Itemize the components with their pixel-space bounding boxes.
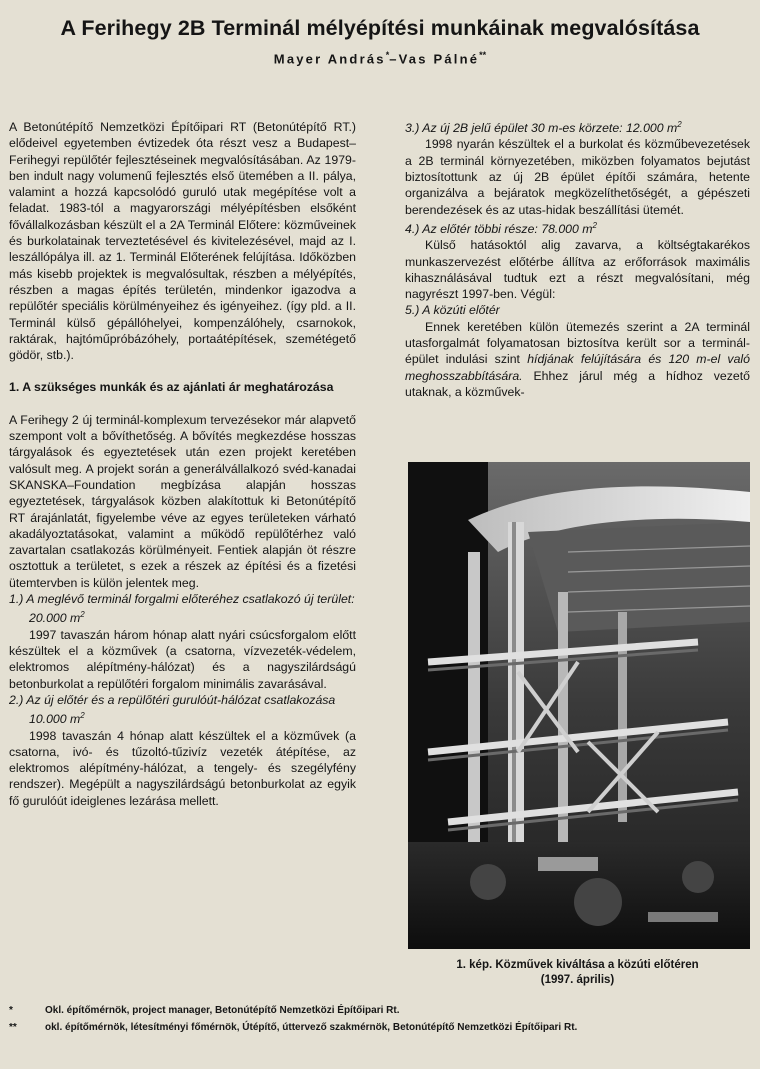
photo-caption-line: 1. kép. Közművek kiváltása a közúti előtéren: [456, 959, 699, 971]
paragraph-text: Ennek keretében külön ütemezés szerint a 2A terminál utasforgalmát folyamatosan biztosítva került sor a terminál-épület indulási szint: [405, 319, 750, 367]
footnote: [9, 1002, 749, 1019]
unit-superscript: 2: [677, 120, 682, 129]
footnote-marker: **: [479, 50, 487, 60]
construction-photo: [408, 462, 750, 949]
subsection-heading-text: 3.) Az új 2B jelű épület 30 m-es körzete: 12.000 m: [405, 121, 678, 136]
subsection-heading: [405, 117, 750, 136]
author-name: Vas Pálné: [398, 51, 480, 67]
unit-superscript: 2: [592, 220, 597, 230]
footnote-mark: **: [9, 1022, 17, 1033]
subsection-heading-text: 2.) Az új előtér és a repülőtéri gurulóút-hálózat csatlakozása 10.000 m: [9, 692, 336, 727]
subsection-paragraph: Külső hatásoktól alig zavarva, a költségtakarékos munkaszervezést előtérbe állítva az erőforrások maximális kihasználásával tudtuk ezt a részt megvalósítani, még nagyrészt 1997-ben. Végül:: [405, 238, 750, 302]
article-authors: [0, 50, 760, 66]
section-heading: 1. A szükséges munkák és az ajánlati ár meghatározása: [9, 380, 334, 395]
subsection-paragraph: 1997 tavaszán három hónap alatt nyári csúcsforgalom előtt készültek el a közművek (a csatorna, vízvezeték-védelem, elektromos alépítmény-hálózat) és a nagyszilárdságú betonburkolat a repülőtéri forgalom minimális zavarásával.: [9, 627, 356, 691]
footnote-mark: *: [9, 1005, 13, 1016]
author-separator: –: [389, 51, 399, 67]
footnote-marker: *: [385, 50, 390, 60]
section-paragraph: A Ferihegy 2 új terminál-komplexum tervezésekor már alapvető szempont volt a bővíthetőség. A bővítés megkezdése hosszas tárgyalások és egyeztetések után ezen projekt keretében valósult meg. A projekt során a generálvállalkozó svéd-kanadai SKANSKA–Foundation megbízása alapján hosszas egyeztetések, tárgyalások közben alakítottuk ki Betonútépítő RT árajánlatát, figyelembe véve az egyes területeken várható akadályoztatásokat, valamint a működő repülőtérhez való zavartalan csatlakozás körülményeit. Fentiek alapján öt részre osztottuk a területet, s ezek a részek az építési és a fizetési ütemtervben is külön jelentek meg.: [9, 412, 356, 590]
subsection-heading-text: 1.) A meglévő terminál forgalmi előteréhez csatlakozó új terület: 20.000 m: [9, 592, 355, 626]
intro-paragraph: A Betonútépítő Nemzetközi Építőipari RT (Betonútépítő RT.) elődeivel egyetemben évtizedek óta részt vesz a Budapest–Ferihegyi repülőtér fejlesztéseinek megvalósításában. Az 1979-ben indult nagy volumenű fejlesztés első ütemében a II. pálya, valamint a hozzá kapcsolódó guruló utak megépítése volt a feladat. 1983-tól a magyarországi mélyépítésben elsőként fővállalkozásban készült el a 2A Terminál Előtere: közműveinek és burkolatainak terveztetésével és kivitelezésével, majd az I. leszállópálya ill. az 1. Terminál Előterének felújítása. Időközben más kisebb projektek is megvalósultak, részben a mélyépítés, részben a magas építés területén, mindenkor igazodva a repülőtér speciális körülményeihez és igényeihez. (így pld. a II. Terminál külső gépállóhelyei, kompenzálóhely, csarnokok, raktárak, hajtóműpróbázóhely, portaátépítések, szemétégető gödör, stb.).: [9, 120, 356, 363]
right-column: [405, 117, 750, 400]
subsection-heading: 5.) A közúti előtér: [405, 303, 500, 318]
subsection-heading-text: 4.) Az előtér többi része: 78.000 m: [405, 221, 593, 236]
footnotes: [9, 1002, 749, 1036]
subsection-paragraph: 1998 tavaszán 4 hónap alatt készültek el a közművek (a csatorna, ivó- és tűzoltó-tűzivíz vezeték átépítése, az elektromos alépítmény-hálózat, a tengely- és szegélyfény rendszer). Megépült a nagyszilárdságú betonburkolat az egyik fő gurulóút ideiglenes lezárása mellett.: [9, 728, 356, 808]
subsection-paragraph: 1998 nyarán készültek el a burkolat és közműbevezetések a 2B terminál környezetében, miközben folyamatos bejutást biztosítottunk az új 2B épület építői számára, hetente organizálva a bejáratok megközelíthetőségét, a gépészeti berendezések és az utas-hidak beszállítási ütemét.: [405, 137, 750, 217]
author-name: Mayer András: [273, 51, 386, 67]
left-column: [9, 119, 356, 809]
unit-superscript: 2: [80, 711, 85, 721]
paragraph-text: Ehhez járul még a hídhoz vezető utaknak, a közművek-: [405, 368, 750, 399]
footnote: [9, 1019, 749, 1036]
footnote-text: okl. építőmérnök, létesítményi főmérnök, Útépítő, úttervező szakmérnök, Betonútépítő Nemzetközi Építőipari Rt.: [45, 1022, 578, 1033]
subsection-heading: [9, 692, 356, 728]
construction-photo-image: [408, 462, 750, 949]
photo-caption: [405, 958, 750, 988]
article-title: A Ferihegy 2B Terminál mélyépítési munkáinak megvalósítása: [60, 16, 700, 40]
italic-emphasis: hídjának felújítására és 120 m-el való meghosszabbítására.: [405, 352, 750, 383]
subsection-heading: [405, 218, 750, 237]
subsection-heading: [9, 591, 356, 627]
subsection-paragraph: [405, 319, 750, 400]
photo-caption-line: (1997. április): [540, 974, 615, 986]
footnote-text: Okl. építőmérnök, project manager, Betonútépítő Nemzetközi Építőipari Rt.: [45, 1005, 400, 1016]
unit-superscript: 2: [80, 610, 85, 620]
